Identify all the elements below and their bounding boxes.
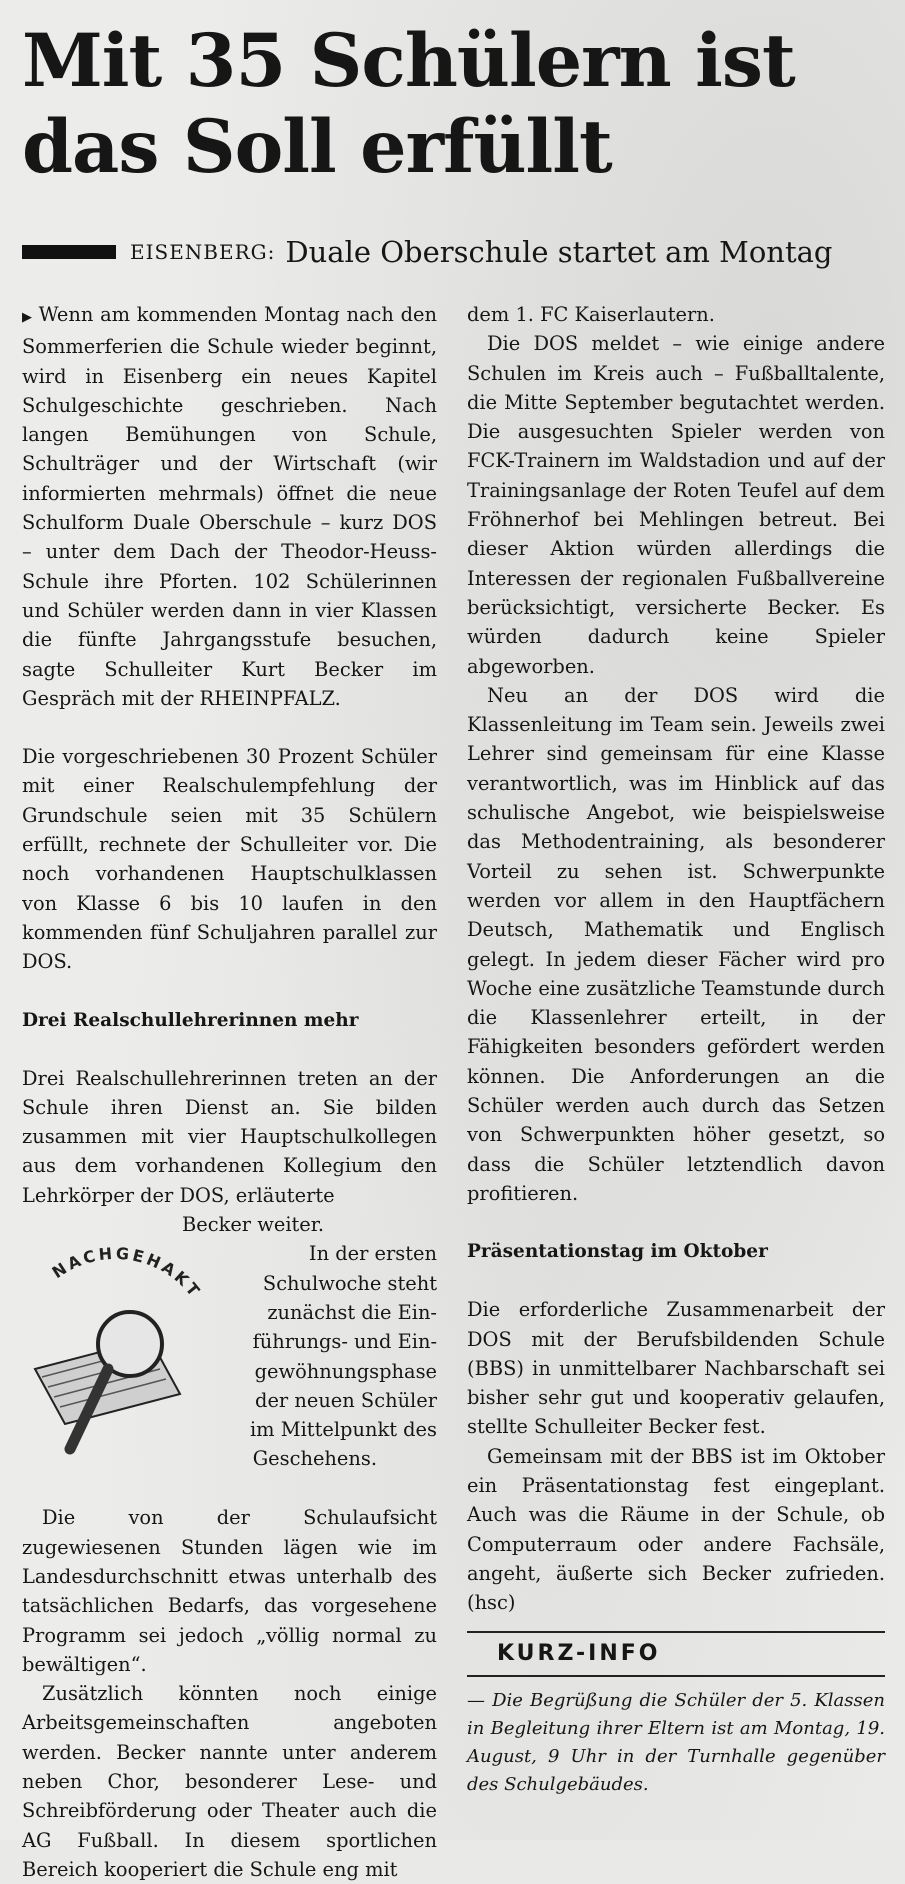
nachgehakt-block (22, 1239, 437, 1503)
paragraph: Zusätzlich könnten noch einige Arbeitsgemeinschaften angeboten werden. Becker nannte unter anderem neben Chor, besonderer Lese- und Schreibförderung oder Theater auch die AG Fußball. In diesem sportlichen Bereich kooperiert die Schule eng mit (22, 1682, 437, 1881)
paragraph: Drei Realschullehrerinnen treten an der Schule ihren Dienst an. Sie bilden zusammen mit vier Hauptschulkollegen aus dem vorhandenen Kollegium den Lehrkörper der DOS, erläuterte (22, 1066, 437, 1207)
subhead: Präsentationstag im Oktober (467, 1241, 768, 1263)
paragraph: dem 1. FC Kaiserlautern. (467, 303, 715, 326)
kicker-place: EISENBERG: (130, 240, 276, 264)
kurz-info-heading: KURZ-INFO (467, 1633, 885, 1676)
text-line: zunächst die Ein- (267, 1300, 437, 1324)
paragraph: Gemeinsam mit der BBS ist im Oktober ein Präsentationstag fest eingeplant. Auch was die Räume in der Schule, ob Computerraum oder andere Fachsäle, angeht, äußerte sich Becker zufrieden. (hsc) (467, 1444, 885, 1615)
text-line: der neuen Schüler (255, 1388, 437, 1412)
kurz-info-text: — Die Begrüßung die Schüler der 5. Klassen in Begleitung ihrer Eltern ist am Montag, 19. August, 9 Uhr in der Turnhalle gegenüber des Schulgebäudes. (467, 1689, 885, 1795)
text-line: führungs- und Ein- (252, 1330, 437, 1354)
kicker-subtitle: Duale Oberschule startet am Montag (285, 235, 833, 269)
paragraph: Neu an der DOS wird die Klassenleitung im Team sein. Jeweils zwei Lehrer sind gemeinsam für eine Klasse verantwortlich, was im Hinblick auf das schulische Angebot, wie beispielsweise das Methodentraining, als besonderer Vorteil zu sehen ist. Schwerpunkte werden vor allem in den Hauptfächern Deutsch, Mathematik und Englisch gelegt. In jedem dieser Fächer wird pro Woche eine zusätzliche Teamstunde durch die Klassenlehrer erteilt, in der Fähigkeiten besonders gefördert werden können. Die Anforderungen an die Schüler werden auch durch das Setzen von Schwerpunkten höher gesetzt, so dass die Schüler letztendlich davon profitieren. (467, 683, 885, 1205)
lead-text: Wenn am kommenden Montag nach den Sommerferien die Schule wieder beginnt, wird in Eisenberg ein neues Kapitel Schulgeschichte geschrieben. Nach langen Bemühungen von Schule, Schulträger und der Wirtschaft (wir informierten mehrmals) öffnet die neue Schulform Duale Oberschule – kurz DOS – unter dem Dach der Theodor-Heuss-Schule ihre Pforten. 102 Schülerinnen und Schüler werden dann in vier Klassen die fünfte Jahrgangsstufe besuchen, sagte Schulleiter Kurt Becker im Gespräch mit der RHEINPFALZ. (22, 303, 437, 710)
text-line: Geschehens. (252, 1447, 377, 1471)
kicker-bar (22, 245, 116, 259)
paragraph: Die erforderliche Zusammenarbeit der DOS mit der Berufsbildenden Schule (BBS) in unmittelbarer Nachbarschaft sei bisher sehr gut und kooperativ gelaufen, stellte Schulleiter Becker fest. (467, 1298, 885, 1439)
headline: Mit 35 Schülern ist das Soll erfüllt (22, 18, 795, 190)
lead-arrow-icon: ▶ (22, 310, 33, 325)
logo-text: NACHGEHAKT (48, 1243, 206, 1303)
paragraph-end: Becker weiter. (182, 1213, 325, 1237)
left-column (22, 300, 437, 1884)
subhead: Drei Realschullehrerinnen mehr (22, 1009, 359, 1031)
right-column (467, 300, 885, 1799)
lead-paragraph (22, 300, 437, 713)
text-line: Schulwoche steht (262, 1271, 437, 1295)
nachgehakt-text (22, 1239, 437, 1473)
paragraph: Die von der Schulaufsicht zugewiesenen Stunden lägen wie im Landesdurchschnitt etwas unterhalb des tatsächlichen Bedarfs, das vorgesehene Programm sei jedoch „völlig normal zu bewältigen“. (22, 1506, 437, 1676)
text-line: im Mittelpunkt des (249, 1418, 437, 1442)
text-line: In der ersten (308, 1242, 437, 1266)
kicker (22, 232, 882, 272)
text-line: gewöhnungsphase (254, 1359, 437, 1383)
paragraph: Die vorgeschriebenen 30 Prozent Schüler mit einer Realschulempfehlung der Grundschule seien mit 35 Schülern erfüllt, rechnete der Schulleiter vor. Die noch vorhandenen Hauptschulklassen von Klasse 6 bis 10 laufen in den kommenden fünf Schuljahren parallel zur DOS. (22, 745, 437, 974)
paragraph: Die DOS meldet – wie einige andere Schulen im Kreis auch – Fußballtalente, die Mitte September begutachtet werden. Die ausgesuchten Spieler werden von FCK-Trainern im Waldstadion und auf der Trainingsanlage der Roten Teufel auf dem Fröhnerhof bei Mehlingen betreut. Bei dieser Aktion würden allerdings die Interessen der regionalen Fußballvereine berücksichtigt, versicherte Becker. Es würden dadurch keine Spieler abgeworben. (467, 332, 885, 678)
